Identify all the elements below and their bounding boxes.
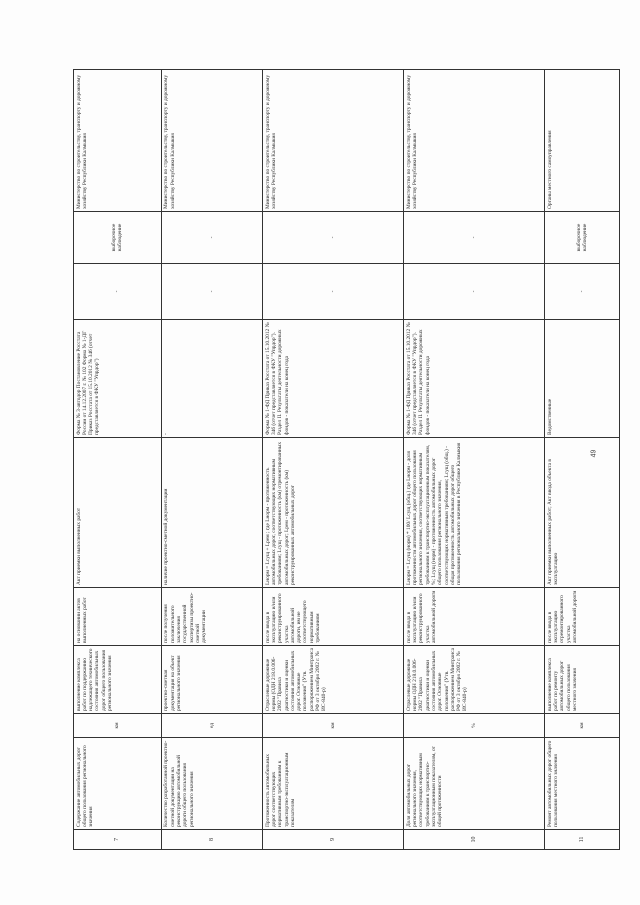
method: Отраслевые дорожные нормы (ОДН 218.0.006-2002 "Правила диагностики и оценки состояния автомобильных дорог. Основные положения" (Утв. распоряжением Минтранса РФ от 3 октября 2002 г. № ИС-840-р) — [263, 646, 404, 714]
responsible-body: Министерство по строительству, транспорту и дорожному хозяйству Республики Калмыкия — [404, 70, 545, 212]
table-row — [161, 70, 262, 850]
responsible-body: Органы местного самоуправления — [545, 70, 620, 212]
table-row — [404, 70, 545, 850]
row-number: 7 — [74, 830, 162, 850]
data-source: Форма № 3-автодор Постановление Росстата России от 14.12.2007 г. № 102 Форма № 1-ДГ Приказ Росстата от 15.10.2012 № 346 (отчет представляется в ФКУ "Упрдор") — [74, 320, 162, 438]
indicator-name: Количество разработанной проектно-сметной документации на реконструкцию автомобильной дороги общего пользования регионального значения — [161, 738, 262, 830]
method: выполнение комплекса работ по ремонту автомобильных дорог общего пользования местного значения — [545, 646, 620, 714]
formula: Lнорм = Lсущ + Lрем ; где Lнорм - протяженность автомобильных дорог, соответствующих нормативным требованиям; Lсущ - протяженность (км) отремонтированных автомобильных дорог; Lрем - протяженность (км) реконструированных автомобильных дорог — [263, 438, 404, 588]
data-source: Форма № 1-ФД Приказ Росстата от 15.10.2012 № 346 (отчет представляется в ФКУ "Упрдор"). Раздел II. Результаты деятельности дорожных фондов - показатели на конец года — [263, 320, 404, 438]
row-number: 10 — [404, 830, 545, 850]
responsible-body: Министерство по строительству, транспорту и дорожному хозяйству Республики Калмыкия — [161, 70, 262, 212]
col-8: - — [74, 264, 162, 320]
formula: Акт приемки выполненных работ; Акт ввода объекта в эксплуатацию — [545, 438, 620, 588]
row-number: 9 — [263, 830, 404, 850]
formula: наличие проектно-сметной документации — [161, 438, 262, 588]
table-row — [263, 70, 404, 850]
indicator-name: Ремонт автомобильных дорог общего пользования местного значения — [545, 738, 620, 830]
col-8: - — [263, 264, 404, 320]
observation-type: - — [263, 212, 404, 264]
table-row — [74, 70, 162, 850]
unit: км — [263, 714, 404, 738]
method: выполнение комплекса работ по поддержанию надлежащего технического состояния автомобильных дорог общего пользования регионального значения — [74, 646, 162, 714]
unit: км — [74, 714, 162, 738]
data-source: - — [161, 320, 262, 438]
col-8: - — [161, 264, 262, 320]
indicator-name: Содержание автомобильных дорог общего пользования регионального значения — [74, 738, 162, 830]
calc-timing: после получения положительного заключения государственной экспертизы проектно-сметной документации — [161, 588, 262, 646]
method: проектно-сметная документация на объект регионального значения — [161, 646, 262, 714]
calc-timing: после ввода в эксплуатацию и/или реконструированного участка автомобильной дороги — [404, 588, 545, 646]
data-source: Ведомственные — [545, 320, 620, 438]
col-8: - — [404, 264, 545, 320]
unit: км — [545, 714, 620, 738]
indicator-name: Протяженность автомобильных дорог соответствующих нормативным требованиям к транспортно-эксплуатационным показателям — [263, 738, 404, 830]
indicator-name: Доля автомобильных дорог регионального значения, соответствующих нормативным требованиям к транспортно-эксплуатационным показателям, от общей протяженности — [404, 738, 545, 830]
table-row — [545, 70, 620, 850]
method: Отраслевые дорожные нормы ОДН 218.0.006-2002 "Правила диагностики и оценки состояния автомобильных дорог. Основные положения" (Утв. распоряжением Минтранса РФ от 3 октября 2002 г. № ИС-840-р) — [404, 646, 545, 714]
col-8: - — [545, 264, 620, 320]
row-number: 8 — [161, 830, 262, 850]
page-number: 49 — [590, 449, 598, 458]
responsible-body: Министерство по строительству, транспорту и дорожному хозяйству Республики Калмыкия — [263, 70, 404, 212]
data-source: Форма № 1-ФД Приказ Росстата от 15.10.2012 № 346 (отчет представляется в ФКУ "Упрдор"). Раздел II. Результаты деятельности дорожных фондов - показатели на конец года — [404, 320, 545, 438]
unit: ед — [161, 714, 262, 738]
calc-timing: на основании актов выполненных работ — [74, 588, 162, 646]
observation-type: выборочное наблюдение — [545, 212, 620, 264]
calc-timing: после ввода в эксплуатацию отремонтированного участка автомобильной дороги — [545, 588, 620, 646]
observation-type: выборочное наблюдение — [74, 212, 162, 264]
rotated-table-wrapper — [73, 70, 620, 850]
observation-type: - — [161, 212, 262, 264]
formula: Акт приемки выполненных работ — [74, 438, 162, 588]
row-number: 11 — [545, 830, 620, 850]
observation-type: - — [404, 212, 545, 264]
calc-timing: после ввода в эксплуатацию и/или реконструированного участка автомобильной дороги, им не соответствующего нормативным требованиям — [263, 588, 404, 646]
responsible-body: Министерство по строительству, транспорту и дорожному хозяйству Республики Калмыкия — [74, 70, 162, 212]
indicators-table — [73, 69, 620, 850]
unit: % — [404, 714, 545, 738]
formula: Lнорм = Lсущ (норм) * 100/ Lсущ (общ.) где Lнорм - доля протяженности автомобильных дорог общего пользования регионального значения, соответствующих нормативным требованиям к транспортно-эксплуатационным показателям, %; Lсущ (норм) - протяженность автомобильных дорог общего пользования регионального значения, соответствующих нормативным требованиям; Lсущ (общ.) - общая протяженность автомобильных дорог общего пользования регионального значения в Республике Калмыкия — [404, 438, 545, 588]
